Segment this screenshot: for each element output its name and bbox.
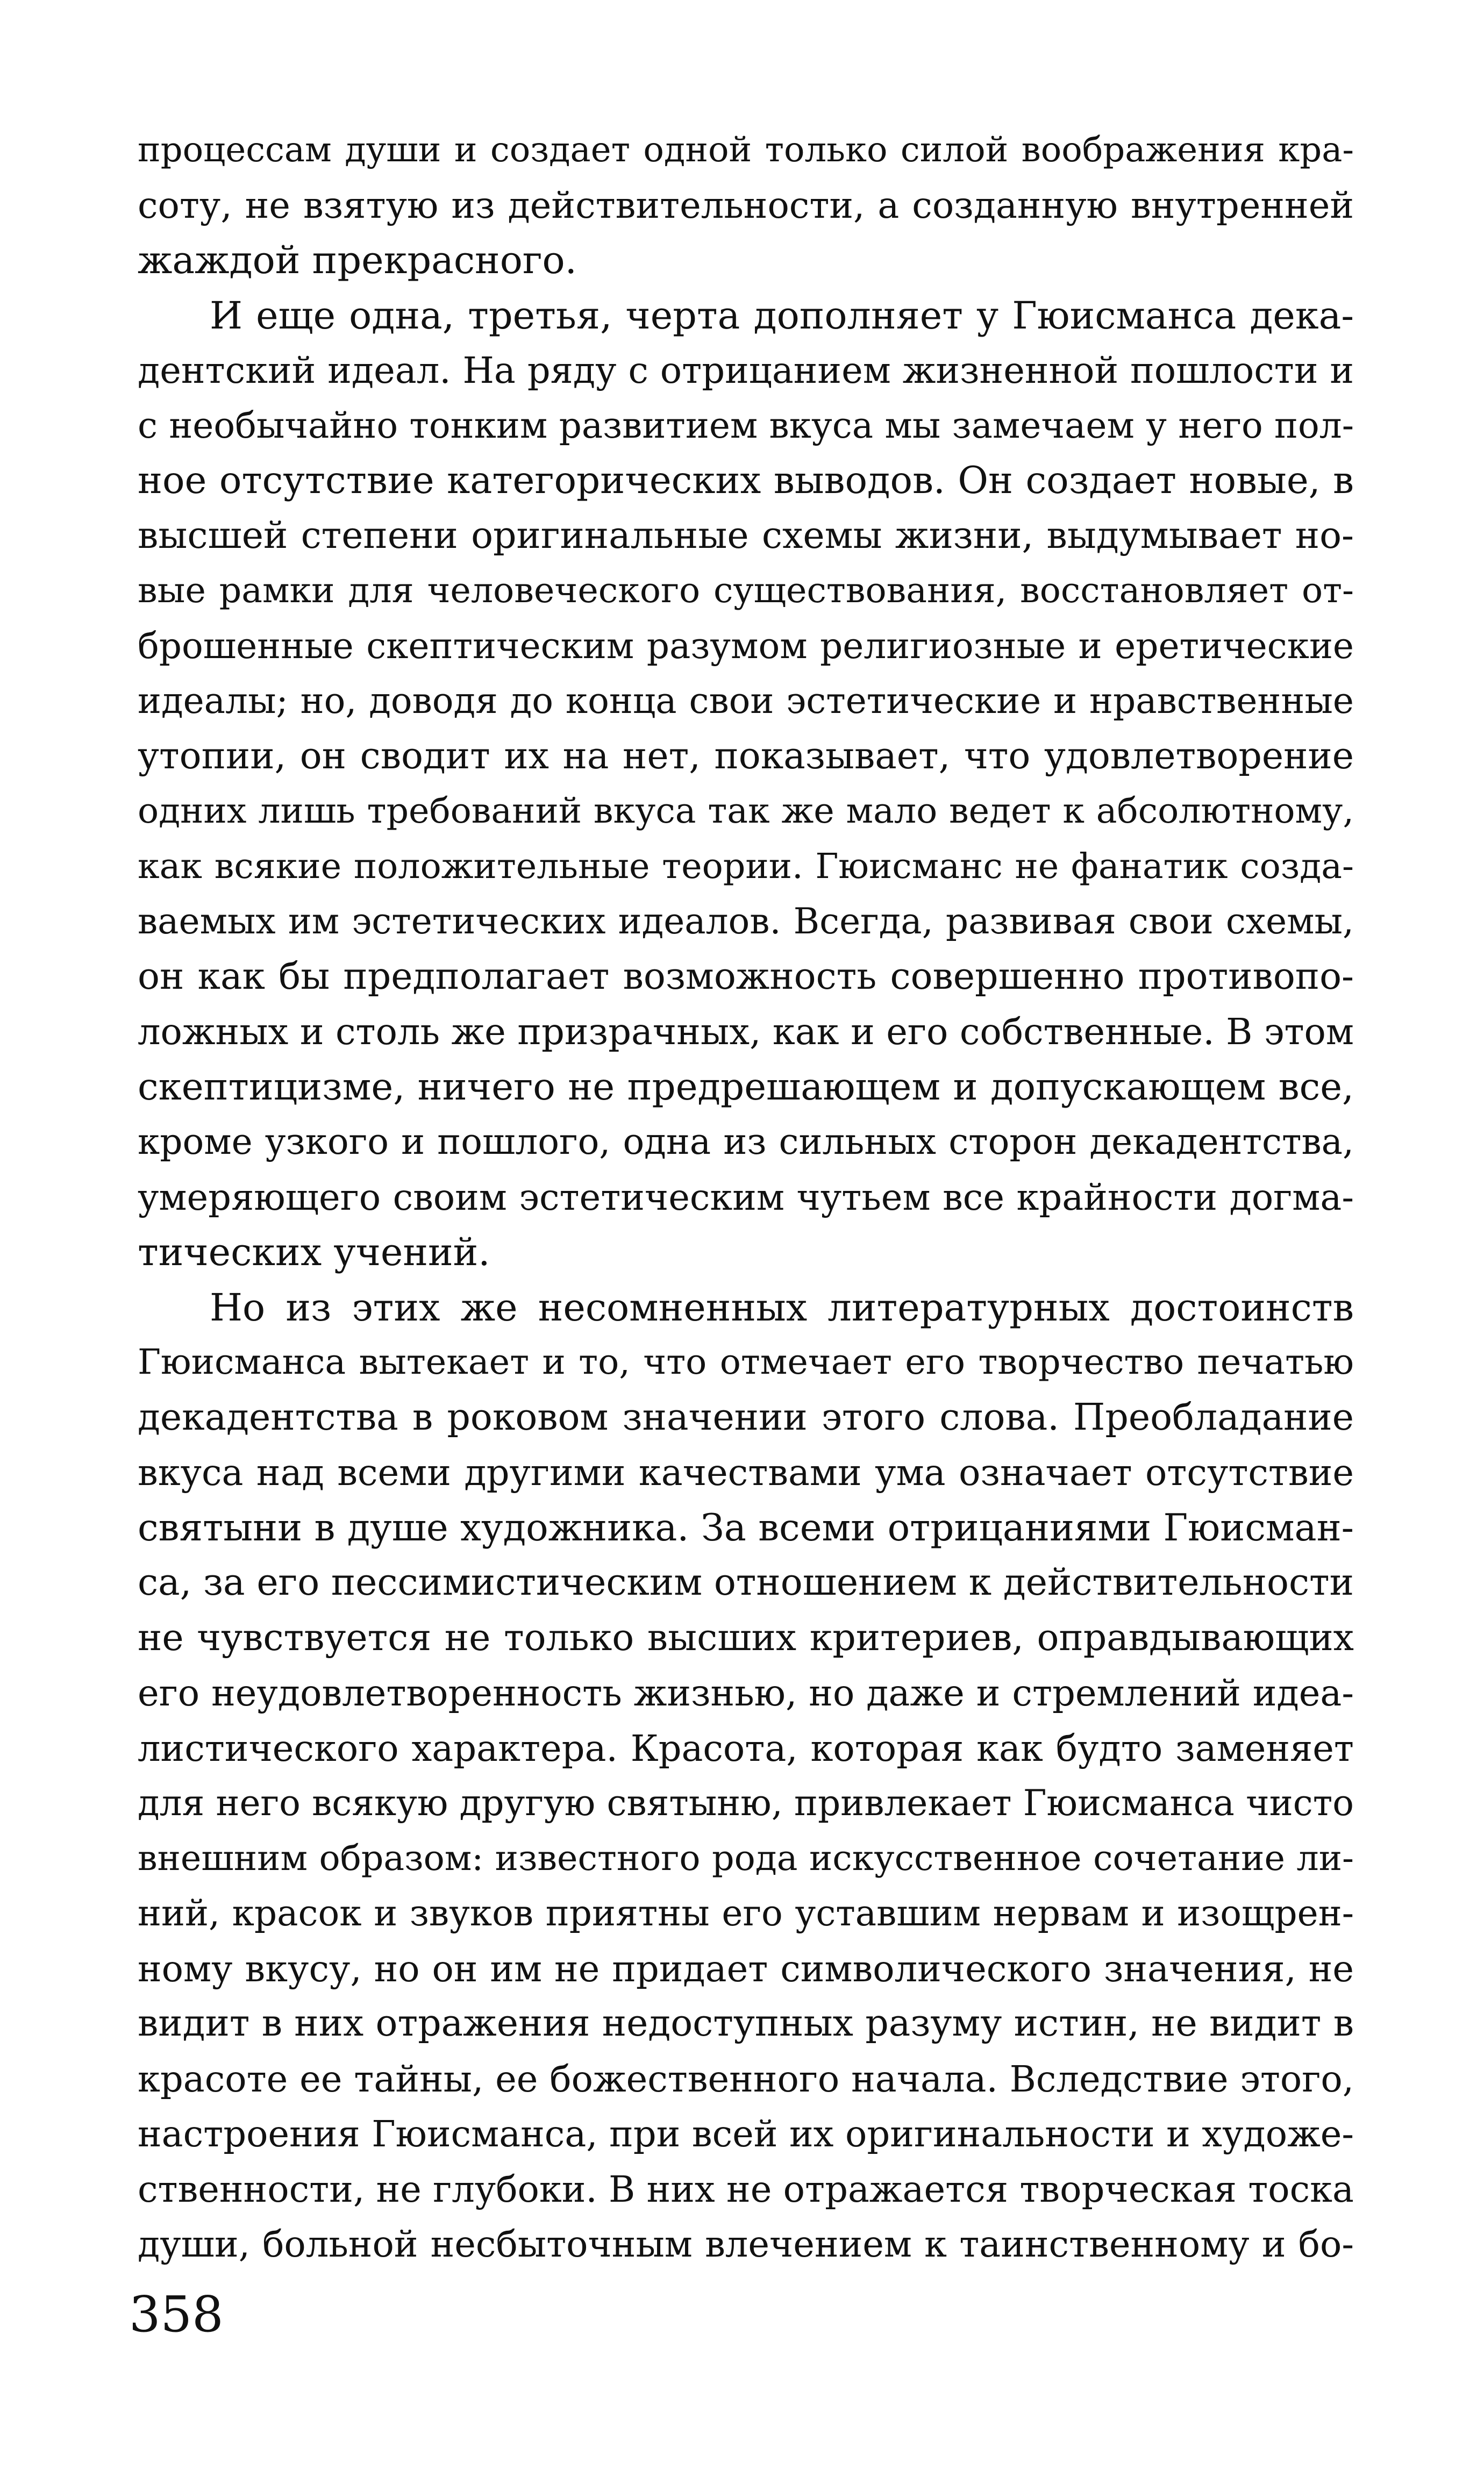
text-line: внешним образом: известного рода искусственное сочетание ли- [138,1838,1354,1879]
text-line: ваемых им эстетических идеалов. Всегда, развивая свои схемы, [138,901,1354,942]
text-line: соту, не взятую из действительности, а созданную внутренней [138,184,1354,226]
text-line: души, больной несбыточным влечением к таинственному и бо- [138,2223,1354,2265]
text-line: с необычайно тонким развитием вкуса мы замечаем у него пол- [138,404,1354,446]
text-line: как всякие положительные теории. Гюисманс не фанатик созда- [138,846,1354,887]
text-line: не чувствуется не только высших критериев, оправдывающих [138,1616,1354,1659]
text-line: святыни в душе художника. За всеми отрицаниями Гюисман- [138,1506,1354,1550]
text-line: декадентства в роковом значении этого слова. Преобладание [138,1396,1354,1439]
text-line: кроме узкого и пошлого, одна из сильных сторон декадентства, [138,1121,1354,1162]
text-line: ное отсутствие категорических выводов. Он создает новые, в [138,459,1354,502]
text-line: идеалы; но, доводя до конца свои эстетические и нравственные [138,680,1354,722]
text-line: процессам души и создает одной только силой воображения кра- [138,130,1354,170]
text-line: ний, красок и звуков приятны его уставшим нервам и изощрен- [138,1893,1354,1934]
text-line: вкуса над всеми другими качествами ума означает отсутствие [138,1452,1354,1494]
text-line: для него всякую другую святыню, привлекает Гюисманса чисто [138,1782,1354,1824]
text-line: одних лишь требований вкуса так же мало ведет к абсолютному, [138,791,1354,831]
text-line: Но из этих же несомненных литературных достоинств [210,1285,1354,1330]
text-line: ственности, не глубоки. В них не отражается творческая тоска [138,2168,1354,2210]
text-line: ному вкусу, но он им не придает символического значения, не [138,1947,1354,1990]
text-line: видит в них отражения недоступных разуму истин, не видит в [138,2002,1354,2045]
text-line: И еще одна, третья, черта дополняет у Гюисманса дека- [210,293,1354,338]
page-number: 358 [129,2286,224,2343]
text-line: листического характера. Красота, которая как будто заменяет [138,1727,1354,1769]
text-line: настроения Гюисманса, при всей их оригинальности и художе- [138,2113,1354,2155]
text-line: утопии, он сводит их на нет, показывает, что удовлетворение [138,734,1354,777]
text-line: его неудовлетворенность жизнью, но даже и стремлений идеа- [138,1672,1354,1714]
text-line: жаждой прекрасного. [138,238,577,282]
text-line: умеряющего своим эстетическим чутьем все крайности догма- [138,1176,1354,1218]
text-line: тических учений. [138,1230,490,1274]
text-line: брошенные скептическим разумом религиозные и еретические [138,625,1354,667]
text-line: высшей степени оригинальные схемы жизни, выдумывает но- [138,514,1354,557]
text-line: вые рамки для человеческого существования, восстановляет от- [138,570,1354,611]
text-line: дентский идеал. На ряду с отрицанием жизненной пошлости и [138,349,1354,391]
text-line: Гюисманса вытекает и то, что отмечает его творчество печатью [138,1342,1354,1382]
text-line: он как бы предполагает возможность совершенно противопо- [138,955,1354,998]
body-text [138,123,1354,2272]
text-line: са, за его пессимистическим отношением к действительности [138,1561,1354,1604]
text-line: ложных и столь же призрачных, как и его собственные. В этом [138,1011,1354,1053]
text-line: красоте ее тайны, ее божественного начала. Вследствие этого, [138,2058,1354,2100]
text-line: скептицизме, ничего не предрешающем и допускающем все, [138,1065,1354,1109]
